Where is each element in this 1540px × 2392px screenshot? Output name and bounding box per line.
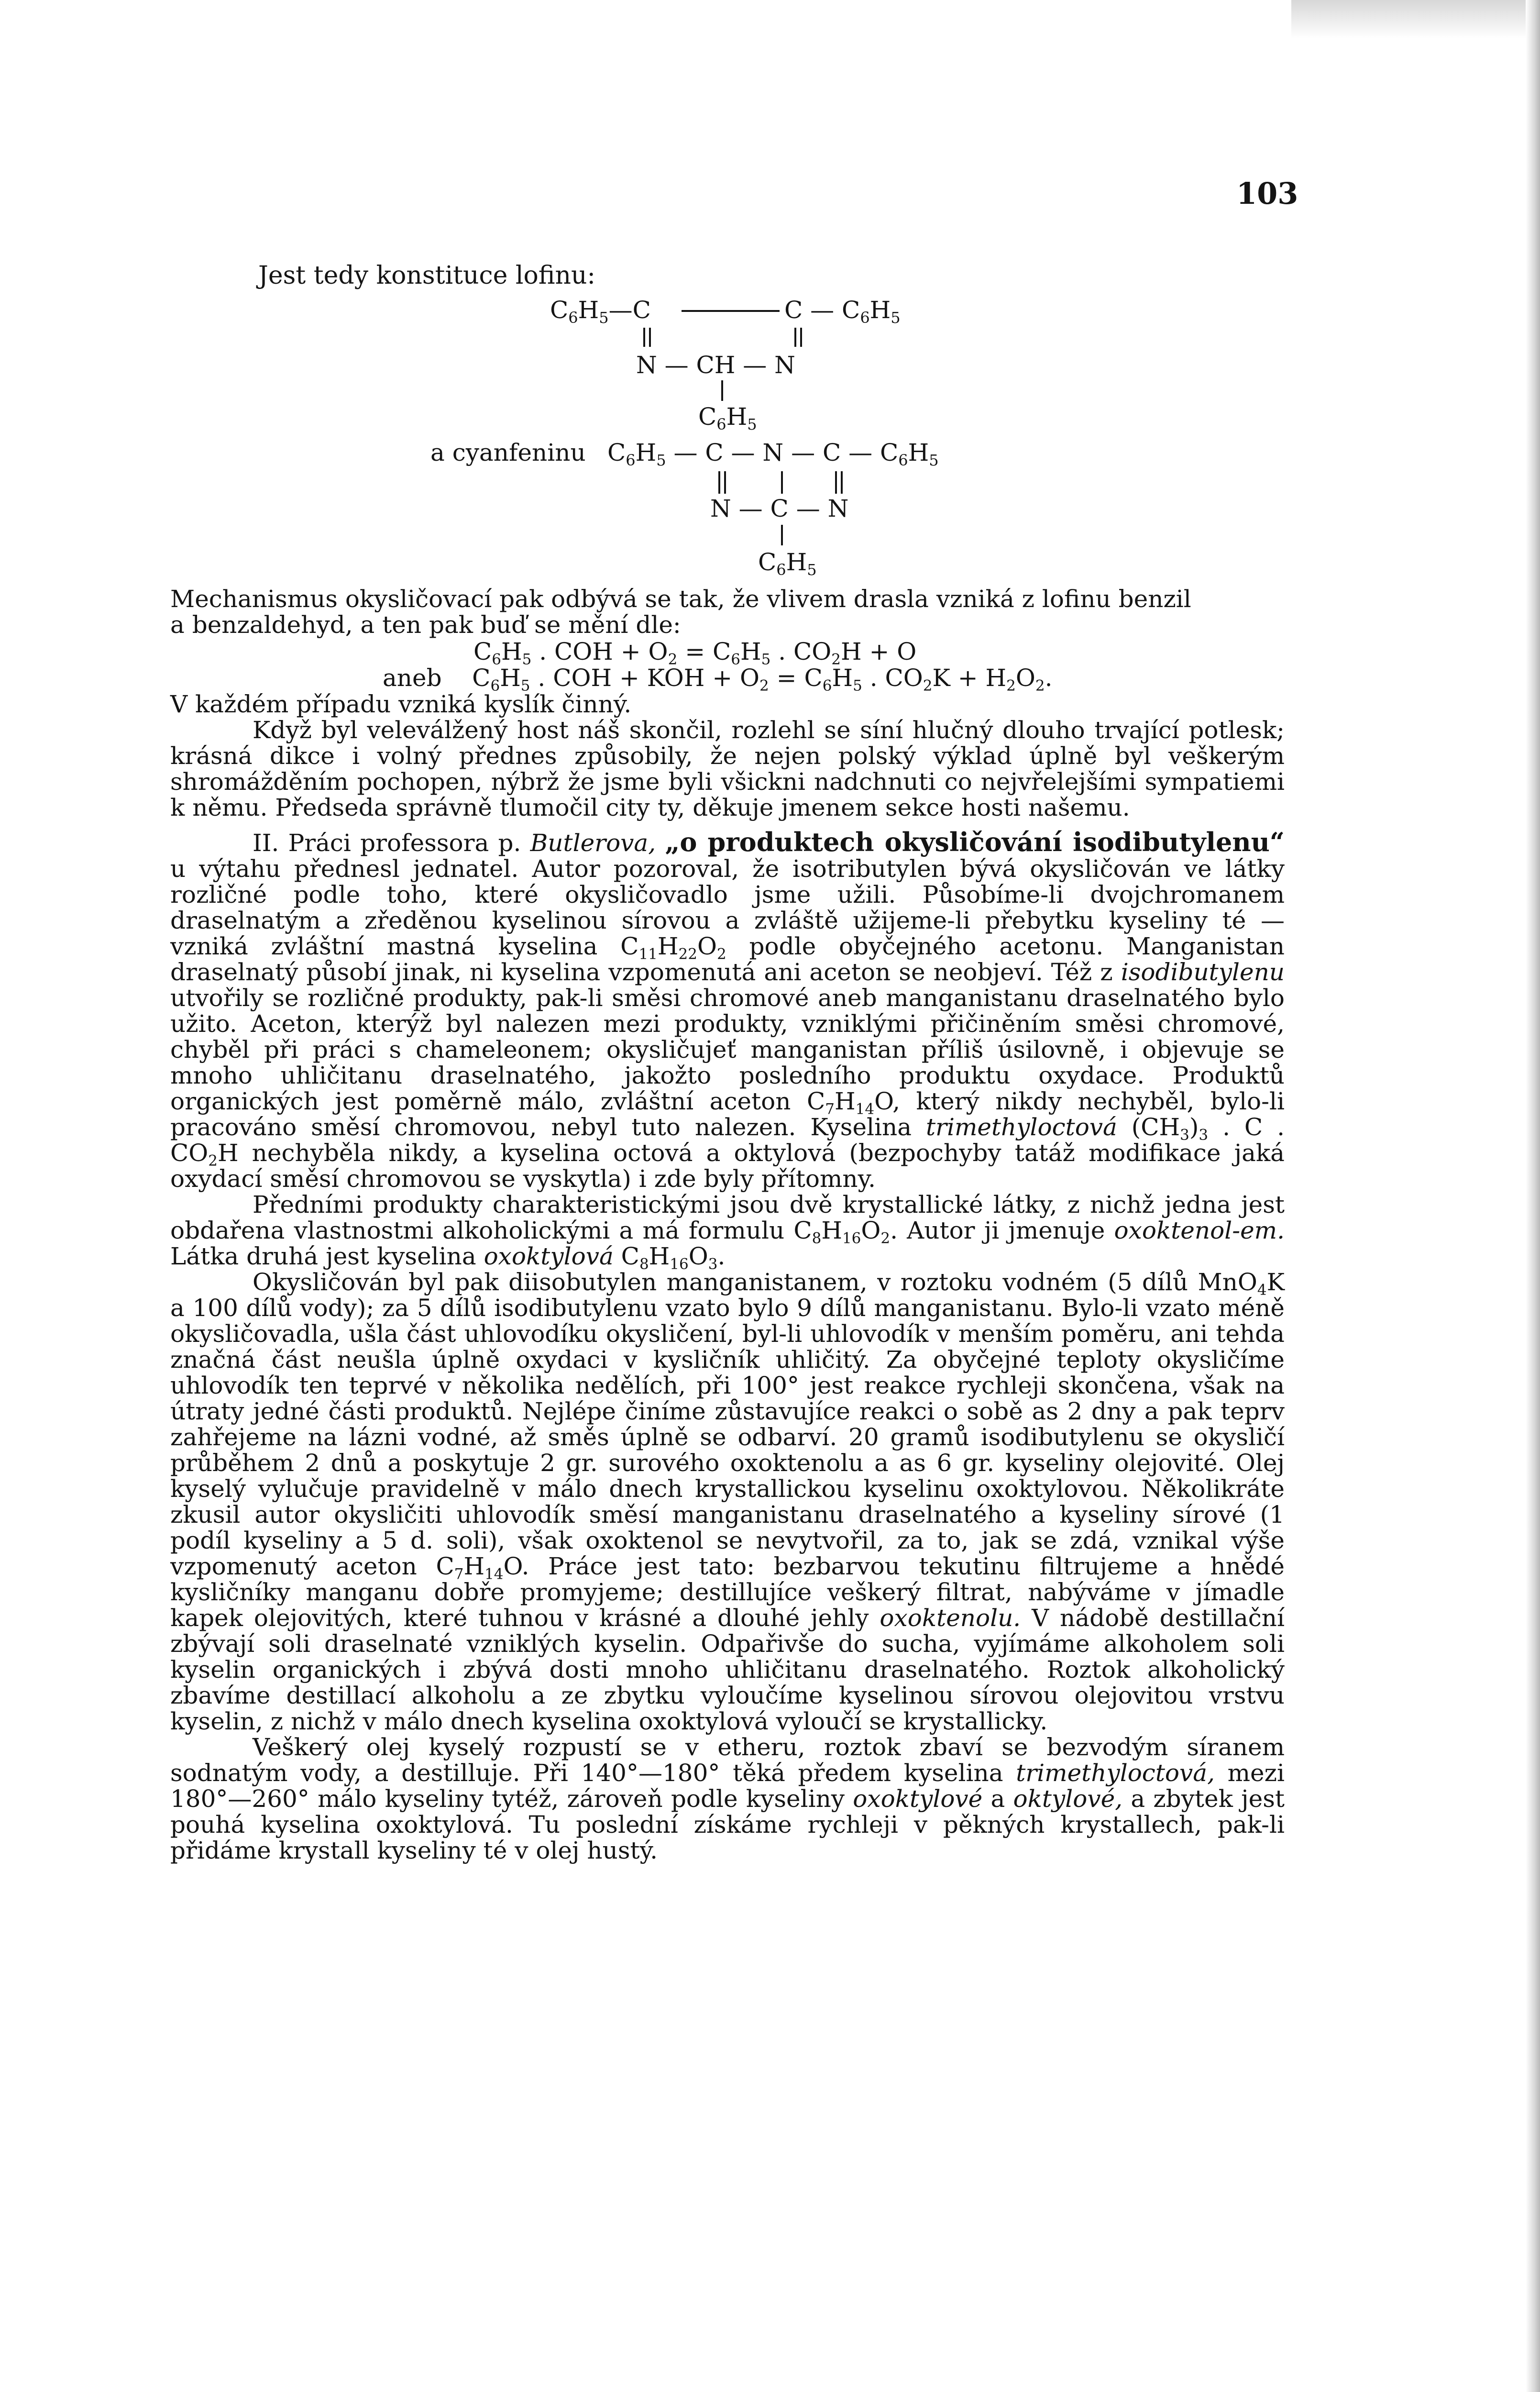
oxidation-oxoktenolu: oxoktenolu.: [880, 1604, 1021, 1632]
products-oxoktylova: oxoktylová: [484, 1242, 614, 1270]
lophine-structure: [550, 296, 901, 433]
butlerov-text-2: utvořily se rozličné produkty, pak-li směsi chromové aneb manganistanu draselnatého bylo užito. Aceton, kterýž byl nalezen mezi produkty, vzniklými přičiněním směsi chromové, chyběl při práci s chameleonem; okysličujeť manganistan příliš úsilovně, i objevuje se mnoho uhličitanu draselnatého, jakožto posledního produktu oxydace. Produktů organických jest poměrně málo, zvláštní aceton $C_7H_{14}O$, který nikdy nechyběl, bylo-li pracováno směsí chromovou, nebyl tuto nalezen. Kyselina: [170, 984, 1285, 1141]
mechanism-block: [170, 586, 1285, 638]
equation-1: $C_6H_5$ . COH + $O_2 = C_6H_5$ . $CO_2H + O$: [473, 638, 917, 668]
final-oktylove: oktylové,: [1013, 1785, 1123, 1813]
paragraph-butlerov: [170, 829, 1285, 1192]
butlerov-isodibutylenu: isodibutylenu: [1121, 958, 1285, 986]
equation-2-prefix: aneb: [383, 664, 442, 692]
intro-line: Jest tedy konstituce lofinu:: [258, 261, 596, 290]
paragraph-final: [170, 1734, 1285, 1863]
final-text-3: a zbytek jest pouhá kyselina oxoktylová. Tu poslední získáme rychleji v pěkných krystallech, pak-li přidáme krystall kyseliny té v olej hustý.: [170, 1785, 1285, 1864]
butlerov-trimethyloctova: trimethyloctová: [925, 1113, 1117, 1141]
final-oxoktylove: oxoktylové: [853, 1785, 983, 1813]
equation-2: aneb $C_6H_5$ . COH + KOH + $O_2 = C_6H_5$ . $CO_2K + H_2O_2$.: [383, 664, 1053, 695]
lophine-bottom: $C_6H_5$: [698, 403, 757, 433]
butlerov-text-3: $(CH_3)_3$ . C . $CO_2H$ nechyběla nikdy, a kyselina octová a oktylová (bezpochyby tatáž modifikace jaká oxydací směsí chromovou se vyskytla) i zde byly přítomny.: [170, 1113, 1285, 1193]
mechanism-line1: Mechanismus okysličovací pak odbývá se tak, že vlivem drasla vzniká z lofinu benzil: [170, 585, 1191, 613]
oxidation-text-2: V nádobě destillační zbývají soli draselnaté vzniklých kyselin. Odpařivše do sucha, vyjímáme alkoholem soli kyselin organických i zbývá dosti mnoho uhličitanu draselnatého. Roztok alkoholický zbavíme destillací alkoholu a ze zbytku vyloučíme kyselinou sírovou olejovitou vrstvu kyselin, z nichž v málo dnech kyselina oxoktylová vyloučí se krystallicky.: [170, 1604, 1285, 1735]
body-text: [170, 691, 1285, 1863]
page-number: 103: [1236, 176, 1298, 211]
lophine-top-right: C — $C_6H_5$: [784, 296, 901, 327]
mechanism-closing: V každém případu vzniká kyslík činný.: [170, 690, 632, 718]
final-trimethyloctova: trimethyloctová,: [1016, 1759, 1215, 1787]
final-text-1: Veškerý olej kyselý rozpustí se v etheru, roztok zbaví se bezvodým síranem sodnatým vody, a destilluje. Při 140°—180° těká předem kyselina: [170, 1733, 1285, 1787]
paragraph-oxidation: [170, 1269, 1285, 1734]
final-and: a: [990, 1785, 1005, 1813]
oxidation-text-1: Okysličován byl pak diisobutylen manganistanem, v roztoku vodném (5 dílů MnO$_4$K a 100 dílů vody); za 5 dílů isodibutylenu vzato bylo 9 dílů manganistanu. Bylo-li vzato méně okysličovadla, ušla část uhlovodíku okysličení, byl-li uhlovodík v menším poměru, ani tehda značná část neušla úplně oxydaci v kysličník uhličitý. Za obyčejné teploty okysličíme uhlovodík ten teprvé v několika nedělích, při 100° jest reakce rychleji skončena, však na útraty jedné části produktů. Nejlépe činíme zůstavujíce reakci o sobě as 2 dny a pak teprv zahřejeme na lázni vodné, až směs úplně se odbarví. 20 gramů isodibutylenu se okysličí průběhem 2 dnů a poskytuje 2 gr. surového oxoktenolu a as 6 gr. kyseliny olejovité. Olej kyselý vylučuje pravidelně v málo dnech krystallickou kyselinu oxoktylovou. Několikráte zkusil autor okysličiti uhlovodík směsí manganistanu draselnatého a kyseliny sírové (1 podíl kyseliny a 5 d. soli), však oxoktenol se nevytvořil, za to, jak se zdá, vznikal výše vzpomenutý aceton $C_7H_{14}O$. Práce jest tato: bezbarvou tekutinu filtrujeme a hnědé kysličníky manganu dobře promyjeme; destillujíce veškerý filtrat, nabýváme v jímadle kapek olejovitých, které tuhnou v krásné a dlouhé jehly: [170, 1268, 1285, 1632]
products-oxoktenol: oxoktenol-em.: [1114, 1217, 1285, 1244]
final-text-2: mezi 180°—260° málo kyseliny tytéž, zároveň podle kyseliny: [170, 1759, 1285, 1813]
cyanphenine-structure: [430, 439, 939, 579]
lophine-left-n: N — CH — N: [636, 351, 795, 379]
cyanphenine-ring: N — C — N: [710, 495, 849, 522]
butlerov-title: „o produktech okysličování isodibutylenu“: [665, 827, 1285, 857]
products-formula: $C_8H_{16}O_3$.: [621, 1242, 726, 1273]
butlerov-intro: II. Práci professora p.: [253, 829, 521, 857]
products-text-2: Látka druhá jest kyselina: [170, 1242, 476, 1270]
cyanphenine-bottom: $C_6H_5$: [758, 548, 817, 579]
cyanphenine-label: a cyanfeninu: [430, 439, 586, 466]
products-text-1: Předními produkty charakteristickými jsou dvě krystallické látky, z nichž jedna jest obdařena vlastnostmi alkoholickými a má formulu $C_8H_{16}O_2$. Autor ji jmenuje: [170, 1191, 1285, 1247]
cyanphenine-row: $C_6H_5$ — C — N — C — $C_6H_5$: [607, 439, 939, 469]
paragraph-products: [170, 1191, 1285, 1273]
lophine-top-left: $C_6H_5—C$: [550, 296, 651, 327]
structural-formulas: [0, 0, 1540, 622]
butlerov-text-1: u výtahu přednesl jednatel. Autor pozoroval, že isotributylen bývá okysličován ve látky rozličné podle toho, které okysličovadlo jsme užili. Působíme-li dvojchromanem draselnatým a zředěnou kyselinou sírovou a zvláště užijeme-li přebytku kyseliny té — vzniká zvláštní mastná kyselina $C_{11}H_{22}O_2$ podle obyčejného acetonu. Manganistan draselnatý působí jinak, ni kyselina vzpomenutá ani aceton se neobjeví. Též z: [170, 855, 1285, 986]
mechanism-line2: a benzaldehyd, a ten pak buď se mění dle:: [170, 611, 681, 639]
paragraph-applause: Když byl veleválžený host náš skončil, rozlehl se síní hlučný dlouho trvající potlesk; krásná dikce i volný přednes způsobily, že nejen polský výklad úplně byl veškerým shromážděním pochopen, nýbrž že jsme byli všickni nadchnuti co nejvřelejšími sympatiemi k němu. Předseda správně tlumočil city ty, děkuje jmenem sekce hosti našemu.: [170, 716, 1285, 821]
butlerov-name: Butlerova,: [530, 829, 656, 857]
